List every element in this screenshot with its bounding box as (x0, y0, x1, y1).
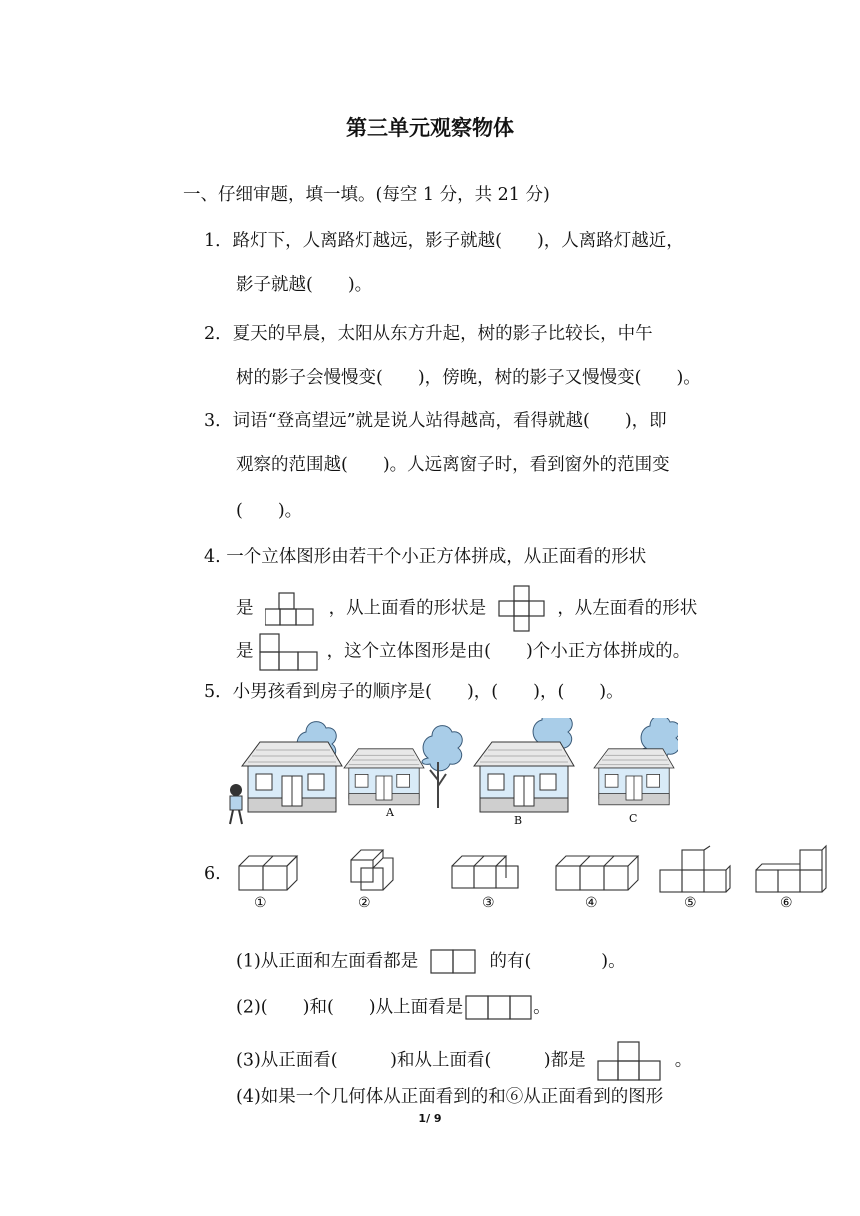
question-6-number: 6. (204, 864, 221, 884)
t-shape-grid (597, 1040, 663, 1082)
q4-text-e: ，这个立体图形是由( )个小正方体拼成的。 (326, 641, 691, 662)
q4-text-d: 是 (236, 641, 254, 662)
question-4-line-1: 4. 一个立体图形由若干个小正方体拼成，从正面看的形状 (204, 547, 647, 567)
page-title: 第三单元观察物体 (346, 116, 514, 140)
q6-sub-1-text-b: 的有( )。 (489, 951, 626, 972)
question-4-line-3 (236, 632, 690, 672)
cube-figures (236, 844, 828, 896)
top-view-grid (498, 585, 546, 633)
boy-figure (230, 784, 242, 824)
cube-label-2: ② (358, 895, 371, 911)
q6-sub-3-text-a: (3)从正面看( )和从上面看( )都是 (236, 1050, 586, 1071)
three-square-grid (465, 995, 533, 1021)
cube-label-6: ⑥ (780, 895, 793, 911)
question-4-line-2 (236, 585, 697, 633)
q6-sub-3 (236, 1040, 692, 1082)
cube-label-1: ① (254, 895, 267, 911)
q6-sub-1-text-a: (1)从正面和左面看都是 (236, 951, 419, 972)
q6-sub-1 (236, 949, 626, 975)
house-label-c: C (629, 812, 638, 825)
question-3-line-1: 3．词语“登高望远”就是说人站得越高，看得就越( )，即 (204, 411, 667, 431)
cube-label-3: ③ (482, 895, 495, 911)
q6-sub-3-text-b: 。 (674, 1050, 693, 1071)
house-label-a: A (386, 806, 394, 819)
front-view-grid (265, 590, 317, 628)
q4-text-a: 是 (236, 598, 254, 619)
question-3-line-2: 观察的范围越( )。人远离窗子时，看到窗外的范围变 (236, 455, 670, 475)
two-square-grid (430, 949, 478, 975)
cube-label-4: ④ (585, 895, 598, 911)
section-heading: 一、仔细审题，填一填。(每空 1 分，共 21 分) (183, 185, 550, 205)
cube-label-5: ⑤ (684, 895, 697, 911)
left-view-grid (259, 632, 319, 672)
q6-sub-2-text-b: 。 (533, 997, 551, 1018)
house-label-b: B (514, 814, 523, 827)
page-number: 1/ 9 (418, 1112, 442, 1125)
q6-sub-4: (4)如果一个几何体从正面看到的和⑥从正面看到的图形 (236, 1087, 664, 1107)
q6-sub-2 (236, 995, 551, 1021)
q6-sub-2-text-a: (2)( )和( )从上面看是 (236, 997, 464, 1018)
q4-text-c: ，从左面看的形状 (557, 598, 698, 619)
question-3-line-3: ( )。 (236, 501, 303, 521)
question-2-line-1: 2．夏天的早晨，太阳从东方升起，树的影子比较长，中午 (204, 324, 653, 344)
houses-illustration (218, 718, 678, 830)
question-1-line-2: 影子就越( )。 (236, 275, 373, 295)
question-2-line-2: 树的影子会慢慢变( )，傍晚，树的影子又慢慢变( )。 (236, 368, 701, 388)
q4-text-b: ，从上面看的形状是 (328, 598, 487, 619)
question-5-line-1: 5．小男孩看到房子的顺序是( )，( )，( )。 (204, 682, 624, 702)
question-1-line-1: 1．路灯下，人离路灯越远，影子就越( )，人离路灯越近， (204, 231, 684, 251)
